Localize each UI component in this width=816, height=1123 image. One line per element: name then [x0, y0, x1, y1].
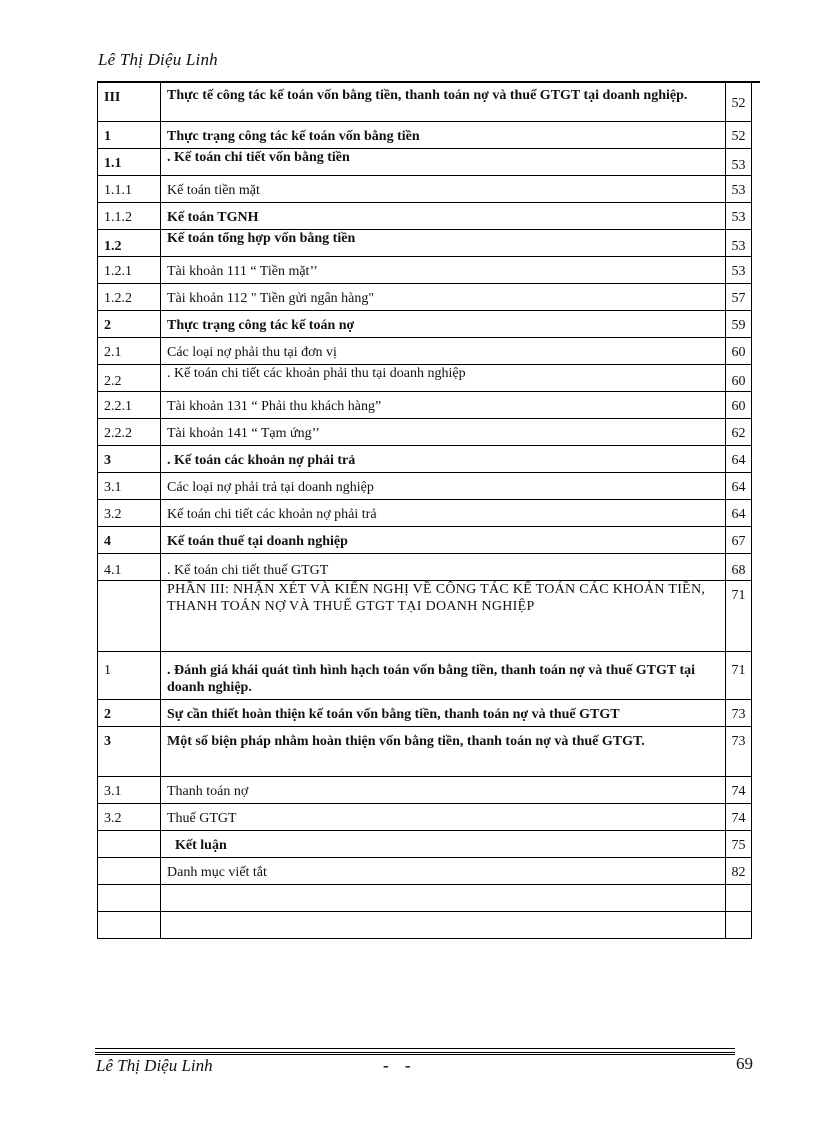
toc-page: [726, 885, 752, 912]
footer-double-rule: [95, 1052, 735, 1055]
toc-number: 4.1: [98, 554, 161, 581]
toc-number: [98, 831, 161, 858]
table-row: [98, 652, 752, 700]
toc-page: 53: [726, 203, 752, 230]
toc-number: 2.2.1: [98, 392, 161, 419]
toc-page: 52: [726, 83, 752, 122]
toc-page: 53: [726, 149, 752, 176]
toc-title: . Kế toán chi tiết thuế GTGT: [161, 554, 726, 581]
toc-number: 1.1.1: [98, 176, 161, 203]
table-row: [98, 554, 752, 581]
toc-number: III: [98, 83, 161, 122]
toc-page: 53: [726, 257, 752, 284]
toc-number: [98, 581, 161, 652]
toc-title: [161, 912, 726, 939]
toc-title: Thanh toán nợ: [161, 777, 726, 804]
toc-title: . Đánh giá khái quát tình hình hạch toán vốn bằng tiền, thanh toán nợ và thuế GTGT tại doanh nghiệp.: [161, 652, 726, 700]
toc-number: 1.2: [98, 230, 161, 257]
table-row: [98, 527, 752, 554]
table-row: [98, 176, 752, 203]
table-row: [98, 365, 752, 392]
toc-title: Tài khoản 141 “ Tạm ứng’’: [161, 419, 726, 446]
table-row: [98, 885, 752, 912]
toc-number: 3.1: [98, 777, 161, 804]
table-row: [98, 230, 752, 257]
toc-title: PHẦN III: NHẬN XÉT VÀ KIẾN NGHỊ VỀ CÔNG TÁC KẾ TOÁN CÁC KHOẢN TIỀN, THANH TOÁN NỢ VÀ THUẾ GTGT TẠI DOANH NGHIỆP: [161, 581, 726, 652]
table-row: [98, 804, 752, 831]
toc-page: 71: [726, 581, 752, 652]
table-row: [98, 149, 752, 176]
toc-title: Thực trạng công tác kế toán nợ: [161, 311, 726, 338]
table-row: [98, 831, 752, 858]
toc-number: [98, 885, 161, 912]
toc-number: 3: [98, 446, 161, 473]
table-row: [98, 83, 752, 122]
toc-page: 64: [726, 473, 752, 500]
toc-page: 60: [726, 392, 752, 419]
toc-title: . Kế toán chi tiết vốn bằng tiền: [161, 149, 726, 176]
toc-title: Thực tế công tác kế toán vốn bằng tiền, thanh toán nợ và thuế GTGT tại doanh nghiệp.: [161, 83, 726, 122]
table-row: [98, 419, 752, 446]
toc-title: Kế toán chi tiết các khoản nợ phải trả: [161, 500, 726, 527]
toc-title: Kế toán tiền mặt: [161, 176, 726, 203]
toc-number: 3.2: [98, 500, 161, 527]
toc-page: 75: [726, 831, 752, 858]
table-row: [98, 473, 752, 500]
toc-title: Tài khoản 131 “ Phải thu khách hàng”: [161, 392, 726, 419]
toc-page: 59: [726, 311, 752, 338]
toc-title: Kế toán thuế tại doanh nghiệp: [161, 527, 726, 554]
toc-number: 2.2: [98, 365, 161, 392]
toc-number: 1: [98, 122, 161, 149]
toc-title: Tài khoản 112 " Tiền gửi ngân hàng": [161, 284, 726, 311]
toc-number: 2: [98, 700, 161, 727]
toc-title: Kế toán TGNH: [161, 203, 726, 230]
toc-number: 1: [98, 652, 161, 700]
toc-page: 64: [726, 446, 752, 473]
toc-page: [726, 912, 752, 939]
footer-author: Lê Thị Diệu Linh: [96, 1056, 213, 1075]
toc-page: 73: [726, 700, 752, 727]
toc-number: 1.2.1: [98, 257, 161, 284]
toc-page: 53: [726, 176, 752, 203]
toc-page: 73: [726, 727, 752, 777]
toc-title: [161, 885, 726, 912]
table-row: [98, 122, 752, 149]
toc-page: 60: [726, 365, 752, 392]
footer-rule: [95, 1048, 735, 1049]
table-row: [98, 777, 752, 804]
toc-page: 67: [726, 527, 752, 554]
table-row: [98, 203, 752, 230]
toc-page: 82: [726, 858, 752, 885]
table-row: [98, 284, 752, 311]
toc-title: Các loại nợ phải trả tại doanh nghiệp: [161, 473, 726, 500]
toc-number: 3.1: [98, 473, 161, 500]
toc-number: 2.2.2: [98, 419, 161, 446]
toc-page: 64: [726, 500, 752, 527]
toc-number: [98, 858, 161, 885]
toc-title: . Kế toán chi tiết các khoản phải thu tại doanh nghiệp: [161, 365, 726, 392]
toc-page: 60: [726, 338, 752, 365]
table-row: [98, 581, 752, 652]
toc-number: 2: [98, 311, 161, 338]
table-row: [98, 311, 752, 338]
toc-title: Tài khoản 111 “ Tiền mặt’’: [161, 257, 726, 284]
toc-number: 1.2.2: [98, 284, 161, 311]
table-row: [98, 912, 752, 939]
toc-number: 2.1: [98, 338, 161, 365]
toc-page: 71: [726, 652, 752, 700]
table-row: [98, 392, 752, 419]
toc-title: Các loại nợ phải thu tại đơn vị: [161, 338, 726, 365]
toc-number: 1.1.2: [98, 203, 161, 230]
toc-title: Thuế GTGT: [161, 804, 726, 831]
table-row: [98, 257, 752, 284]
toc-title: Kế toán tổng hợp vốn bằng tiền: [161, 230, 726, 257]
page-number: 69: [736, 1054, 753, 1073]
toc-title: Kết luận: [161, 831, 726, 858]
toc-page: 74: [726, 777, 752, 804]
table-row: [98, 500, 752, 527]
toc-page: 68: [726, 554, 752, 581]
toc-number: 1.1: [98, 149, 161, 176]
table-row: [98, 700, 752, 727]
table-row: [98, 858, 752, 885]
toc-title: Sự cần thiết hoàn thiện kế toán vốn bằng tiền, thanh toán nợ và thuế GTGT: [161, 700, 726, 727]
toc-title: Thực trạng công tác kế toán vốn bằng tiền: [161, 122, 726, 149]
toc-number: 3.2: [98, 804, 161, 831]
header-author: Lê Thị Diệu Linh: [98, 50, 218, 69]
toc-table: [97, 82, 752, 939]
toc-number: 4: [98, 527, 161, 554]
toc-page: 57: [726, 284, 752, 311]
table-row: [98, 338, 752, 365]
toc-page: 74: [726, 804, 752, 831]
toc-page: 52: [726, 122, 752, 149]
toc-page: 62: [726, 419, 752, 446]
toc-title: Một số biện pháp nhằm hoàn thiện vốn bằng tiền, thanh toán nợ và thuế GTGT.: [161, 727, 726, 777]
toc-number: 3: [98, 727, 161, 777]
toc-title: . Kế toán các khoản nợ phải trả: [161, 446, 726, 473]
table-row: [98, 446, 752, 473]
toc-title: Danh mục viết tắt: [161, 858, 726, 885]
footer-dashes: - -: [383, 1056, 417, 1075]
toc-page: 53: [726, 230, 752, 257]
table-row: [98, 727, 752, 777]
toc-number: [98, 912, 161, 939]
